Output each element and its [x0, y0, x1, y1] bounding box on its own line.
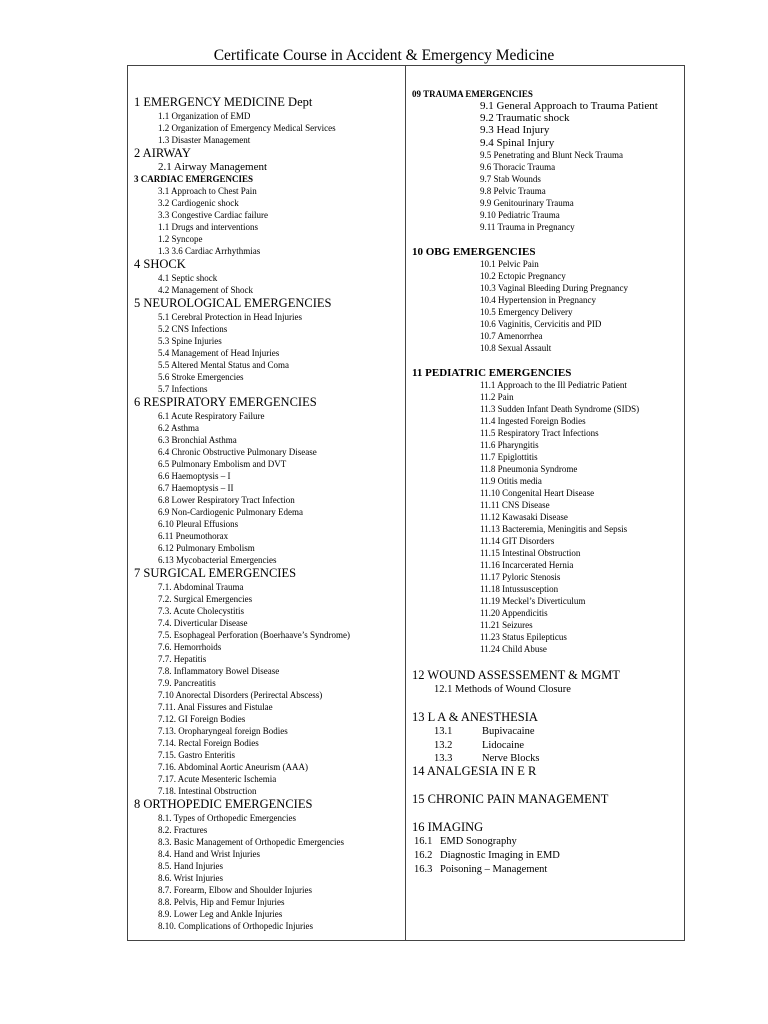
- section-orthopedic: [134, 797, 402, 932]
- list-item: 8.3. Basic Management of Orthopedic Emergencies: [158, 837, 345, 848]
- section-wound: [412, 668, 684, 697]
- list-item: 10.1 Pelvic Pain: [480, 258, 539, 269]
- list-item: 11.5 Respiratory Tract Infections: [480, 427, 599, 438]
- list-item: 4.1 Septic shock: [158, 273, 218, 284]
- section-heading: 5 NEUROLOGICAL EMERGENCIES: [134, 296, 332, 311]
- list-item: [412, 753, 684, 764]
- list-item: 9.10 Pediatric Trauma: [480, 209, 560, 220]
- list-item: 8.5. Hand Injuries: [158, 861, 223, 872]
- list-item: 9.2 Traumatic shock: [480, 112, 570, 125]
- list-item: 10.8 Sexual Assault: [480, 342, 552, 353]
- document-title: Certificate Course in Accident & Emergency Medicine: [213, 47, 555, 64]
- list-item: 8.8. Pelvis, Hip and Femur Injuries: [158, 897, 285, 908]
- list-item: 1.2 Organization of Emergency Medical Services: [158, 123, 336, 133]
- section-heading: 14 ANALGESIA IN E R: [412, 763, 537, 778]
- list-item: 10.6 Vaginitis, Cervicitis and PID: [480, 318, 602, 329]
- list-item: 8.4. Hand and Wrist Injuries: [158, 849, 260, 860]
- list-item: 3.3 Congestive Cardiac failure: [158, 210, 268, 221]
- section-heading: 2 AIRWAY: [134, 146, 191, 160]
- list-item: 6.9 Non-Cardiogenic Pulmonary Edema: [158, 507, 303, 518]
- list-item: 11.20 Appendicitis: [480, 607, 548, 618]
- right-column: [412, 88, 684, 877]
- list-item: 5.4 Management of Head Injuries: [158, 348, 280, 359]
- section-heading: 12 WOUND ASSESSEMENT & MGMT: [412, 667, 620, 682]
- list-item: 2.1 Airway Management: [158, 161, 268, 173]
- list-item: 5.6 Stroke Emergencies: [158, 372, 244, 383]
- list-item: 9.4 Spinal Injury: [480, 136, 555, 149]
- list-item: 7.14. Rectal Foreign Bodies: [158, 738, 259, 749]
- list-item: 3.2 Cardiogenic shock: [158, 198, 239, 209]
- item-number: 13.1: [434, 725, 453, 737]
- list-item: [412, 835, 684, 849]
- item-label: Diagnostic Imaging in EMD: [440, 849, 560, 861]
- list-item: 8.1. Types of Orthopedic Emergencies: [158, 813, 297, 824]
- list-item: 7.10 Anorectal Disorders (Perirectal Abscess): [158, 690, 323, 701]
- section-heading: 7 SURGICAL EMERGENCIES: [134, 566, 297, 581]
- list-item: 7.16. Abdominal Aortic Aneurism (AAA): [158, 762, 308, 773]
- list-item: 9.3 Head Injury: [480, 124, 550, 137]
- section-trauma: [412, 88, 684, 233]
- section-heading: 13 L A & ANESTHESIA: [412, 709, 538, 724]
- list-item: 7.7. Hepatitis: [158, 654, 207, 665]
- list-item: 5.2 CNS Infections: [158, 324, 228, 335]
- list-item: 11.6 Pharyngitis: [480, 439, 539, 450]
- section-heading: 15 CHRONIC PAIN MANAGEMENT: [412, 791, 609, 806]
- list-item: 8.10. Complications of Orthopedic Injuries: [158, 921, 313, 932]
- left-column: [134, 95, 402, 932]
- list-item: 11.14 GIT Disorders: [480, 535, 555, 546]
- list-item: 7.5. Esophageal Perforation (Boerhaave’s Syndrome): [158, 630, 350, 641]
- section-airway: [134, 146, 402, 173]
- list-item: 6.10 Pleural Effusions: [158, 519, 239, 530]
- section-shock: [134, 257, 402, 296]
- list-item: 11.24 Child Abuse: [480, 643, 547, 654]
- section-heading: 4 SHOCK: [134, 257, 186, 272]
- list-item: 8.2. Fractures: [158, 825, 208, 836]
- list-item: 11.2 Pain: [480, 391, 514, 402]
- list-item: 11.19 Meckel’s Diverticulum: [480, 595, 586, 606]
- list-item: 6.3 Bronchial Asthma: [158, 435, 237, 446]
- list-item: 5.3 Spine Injuries: [158, 336, 222, 347]
- list-item: 9.5 Penetrating and Blunt Neck Trauma: [480, 149, 623, 160]
- list-item: 1.2 Syncope: [158, 234, 203, 245]
- section-imaging: [412, 820, 684, 877]
- list-item: 8.6. Wrist Injuries: [158, 873, 223, 884]
- list-item: [412, 863, 684, 877]
- section-obg: [412, 246, 684, 354]
- list-item: 5.1 Cerebral Protection in Head Injuries: [158, 312, 302, 323]
- list-item: 11.18 Intussusception: [480, 583, 559, 594]
- list-item: 10.3 Vaginal Bleeding During Pregnancy: [480, 282, 629, 293]
- section-heading: 6 RESPIRATORY EMERGENCIES: [134, 395, 317, 410]
- list-item: 7.6. Hemorrhoids: [158, 642, 222, 653]
- list-item: 9.1 General Approach to Trauma Patient: [480, 100, 658, 112]
- section-anesthesia: [412, 710, 684, 764]
- list-item: 11.16 Incarcerated Hernia: [480, 559, 574, 570]
- list-item: 11.4 Ingested Foreign Bodies: [480, 415, 586, 426]
- list-item: 3.1 Approach to Chest Pain: [158, 186, 257, 197]
- list-item: 11.10 Congenital Heart Disease: [480, 487, 595, 498]
- list-item: 7.12. GI Foreign Bodies: [158, 714, 246, 725]
- list-item: 12.1 Methods of Wound Closure: [434, 683, 571, 695]
- list-item: 6.1 Acute Respiratory Failure: [158, 411, 265, 422]
- list-item: 6.7 Haemoptysis – II: [158, 483, 234, 494]
- item-label: EMD Sonography: [440, 835, 517, 847]
- item-number: 16.2: [414, 849, 433, 861]
- list-item: 10.5 Emergency Delivery: [480, 306, 573, 317]
- item-number: 16.3: [414, 863, 433, 875]
- list-item: 11.17 Pyloric Stenosis: [480, 571, 561, 582]
- list-item: 7.1. Abdominal Trauma: [158, 582, 244, 593]
- item-number: 16.1: [414, 835, 433, 847]
- section-heading: 11 PEDIATRIC EMERGENCIES: [412, 366, 572, 379]
- list-item: 11.9 Otitis media: [480, 475, 542, 486]
- section-heading: 16 IMAGING: [412, 819, 484, 834]
- list-item: 6.5 Pulmonary Embolism and DVT: [158, 459, 287, 470]
- list-item: 5.5 Altered Mental Status and Coma: [158, 360, 289, 371]
- list-item: 11.23 Status Epilepticus: [480, 631, 567, 642]
- section-heading: 8 ORTHOPEDIC EMERGENCIES: [134, 797, 313, 812]
- item-label: Poisoning – Management: [440, 863, 548, 875]
- item-label: Lidocaine: [482, 739, 524, 751]
- list-item: 11.15 Intestinal Obstruction: [480, 547, 581, 558]
- column-divider: [405, 65, 406, 941]
- list-item: 10.7 Amenorrhea: [480, 330, 543, 341]
- list-item: 7.15. Gastro Enteritis: [158, 750, 235, 761]
- list-item: 11.13 Bacteremia, Meningitis and Sepsis: [480, 523, 628, 534]
- list-item: 11.21 Seizures: [480, 619, 533, 630]
- list-item: 6.12 Pulmonary Embolism: [158, 543, 255, 554]
- list-item: 7.8. Inflammatory Bowel Disease: [158, 666, 280, 677]
- list-item: 1.3 Disaster Management: [158, 135, 251, 145]
- section-surgical: [134, 566, 402, 797]
- list-item: 6.4 Chronic Obstructive Pulmonary Disease: [158, 447, 317, 458]
- list-item: 6.6 Haemoptysis – I: [158, 471, 231, 482]
- list-item: 9.7 Stab Wounds: [480, 173, 541, 184]
- item-label: Bupivacaine: [482, 725, 535, 737]
- section-chronic-pain: [412, 792, 684, 807]
- list-item: 8.9. Lower Leg and Ankle Injuries: [158, 909, 283, 920]
- list-item: 5.7 Infections: [158, 384, 208, 395]
- list-item: 6.8 Lower Respiratory Tract Infection: [158, 495, 295, 506]
- list-item: 7.18. Intestinal Obstruction: [158, 786, 257, 797]
- list-item: [412, 849, 684, 863]
- list-item: 7.11. Anal Fissures and Fistulae: [158, 702, 273, 713]
- section-neurological: [134, 296, 402, 395]
- item-number: 13.2: [434, 739, 453, 751]
- list-item: 1.3 3.6 Cardiac Arrhythmias: [158, 246, 261, 257]
- list-item: [412, 739, 684, 753]
- list-item: 7.17. Acute Mesenteric Ischemia: [158, 774, 277, 785]
- section-analgesia: [412, 764, 684, 779]
- list-item: 7.3. Acute Cholecystitis: [158, 606, 244, 617]
- list-item: 11.12 Kawasaki Disease: [480, 511, 568, 522]
- list-item: 9.11 Trauma in Pregnancy: [480, 221, 575, 232]
- list-item: 9.6 Thoracic Trauma: [480, 161, 556, 172]
- list-item: 11.7 Epiglottitis: [480, 451, 538, 462]
- list-item: 7.13. Oropharyngeal foreign Bodies: [158, 726, 288, 737]
- list-item: 6.11 Pneumothorax: [158, 531, 229, 542]
- list-item: 4.2 Management of Shock: [158, 285, 253, 296]
- list-item: 7.4. Diverticular Disease: [158, 618, 248, 629]
- section-heading: 09 TRAUMA EMERGENCIES: [412, 89, 533, 99]
- list-item: 11.8 Pneumonia Syndrome: [480, 463, 578, 474]
- section-heading: 1 EMERGENCY MEDICINE Dept: [134, 95, 313, 109]
- item-label: Nerve Blocks: [482, 752, 540, 764]
- section-heading: 3 CARDIAC EMERGENCIES: [134, 174, 254, 185]
- list-item: 7.9. Pancreatitis: [158, 678, 216, 689]
- section-cardiac: [134, 173, 402, 257]
- list-item: 11.3 Sudden Infant Death Syndrome (SIDS): [480, 403, 640, 414]
- section-respiratory: [134, 395, 402, 566]
- section-pediatric: [412, 367, 684, 655]
- list-item: 11.11 CNS Disease: [480, 499, 550, 510]
- list-item: 6.13 Mycobacterial Emergencies: [158, 555, 277, 566]
- list-item: 8.7. Forearm, Elbow and Shoulder Injuries: [158, 885, 312, 896]
- item-number: 13.3: [434, 752, 453, 764]
- list-item: 7.2. Surgical Emergencies: [158, 594, 253, 605]
- list-item: 1.1 Organization of EMD: [158, 111, 251, 121]
- list-item: 10.4 Hypertension in Pregnancy: [480, 294, 596, 305]
- list-item: 10.2 Ectopic Pregnancy: [480, 270, 566, 281]
- list-item: 11.1 Approach to the Ill Pediatric Patient: [480, 379, 627, 390]
- list-item: [412, 725, 684, 739]
- list-item: 9.9 Genitourinary Trauma: [480, 197, 574, 208]
- section-emergency-medicine: [134, 95, 402, 146]
- list-item: 6.2 Asthma: [158, 423, 200, 434]
- list-item: 9.8 Pelvic Trauma: [480, 185, 546, 196]
- list-item: 1.1 Drugs and interventions: [158, 222, 258, 233]
- section-heading: 10 OBG EMERGENCIES: [412, 245, 536, 258]
